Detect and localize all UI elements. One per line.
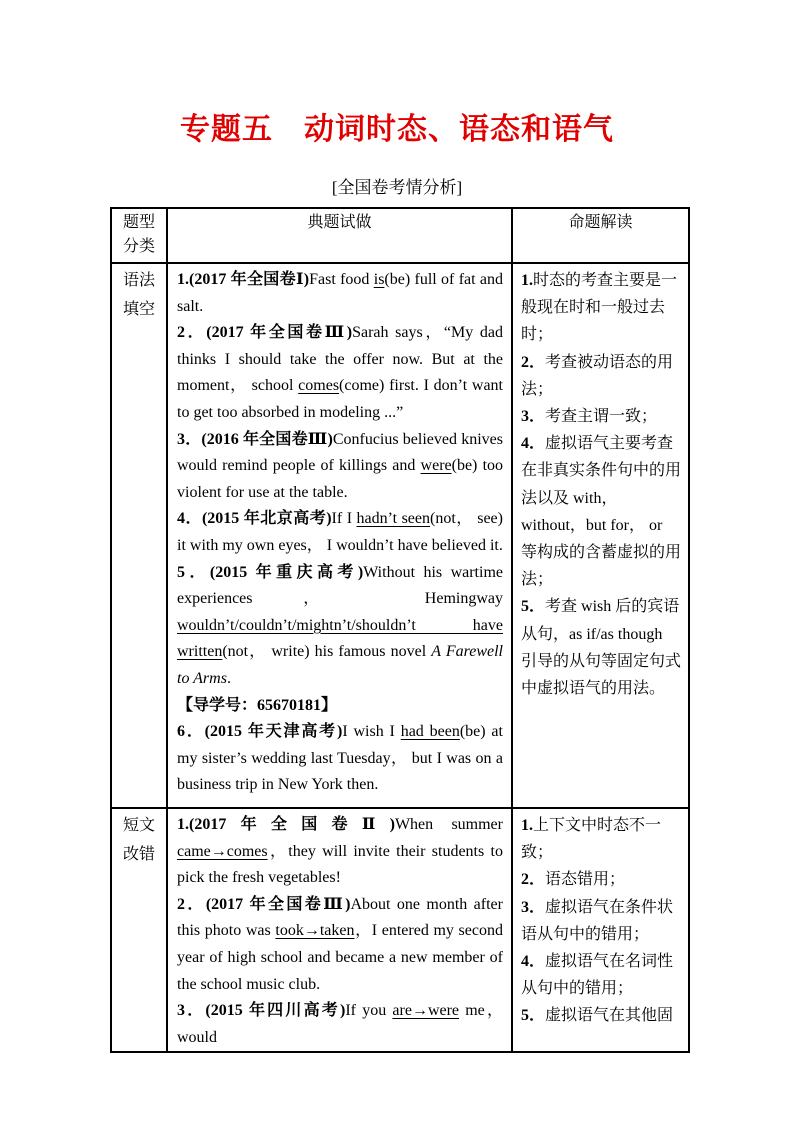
table-header-row — [111, 208, 689, 263]
text-segment: 1.(2017年全国卷Ⅱ) — [177, 816, 395, 833]
text-segment: If you — [345, 1002, 393, 1020]
text-paragraph — [177, 427, 503, 507]
text-segment: 虚拟语气在其他固 — [545, 1007, 674, 1025]
answer-underline: are→were — [392, 1002, 460, 1020]
text-paragraph — [177, 719, 503, 799]
table-row-error-correction — [111, 808, 689, 1052]
text-segment: Without his wartime experiences， Hemingway — [177, 563, 503, 608]
column-header-examples: 典题试做 — [167, 208, 512, 263]
answer-underline: is — [373, 271, 385, 288]
answer-underline: comes — [298, 377, 340, 395]
section-subtitle: [全国卷考情分析] — [331, 178, 463, 197]
text-paragraph — [521, 593, 681, 702]
table-row-grammar-fill — [111, 263, 689, 808]
text-paragraph — [177, 892, 503, 998]
answer-underline: wouldn’t/couldn’t/mightn’t/shouldn’t have written — [177, 616, 503, 661]
answer-underline: hadn’t seen — [356, 510, 430, 528]
text-segment: 时态的考查主要是一般现在时和一般过去时； — [521, 272, 678, 344]
text-segment: 4． — [521, 435, 546, 453]
text-segment: I wish I — [342, 723, 401, 741]
text-segment: 考查被动语态的用法； — [521, 353, 674, 398]
text-segment: Sarah says，“My dad thinks I should take the offer now. But at the moment， school — [177, 324, 503, 395]
text-segment: 虚拟语气在条件状语从句中的错用； — [521, 898, 674, 943]
text-segment: 3．(2016 年全国卷Ⅲ) — [177, 430, 333, 448]
page-title: 专题五 动词时态、语态和语气 — [180, 113, 614, 146]
text-segment: 3． — [521, 408, 546, 426]
text-segment: . — [226, 669, 231, 687]
text-segment: 【导学号：65670181】 — [177, 696, 338, 714]
text-paragraph — [521, 894, 681, 948]
category-cell-error-correction: 短文改错 — [111, 808, 167, 1052]
text-paragraph — [177, 812, 503, 892]
text-segment: ，I entered my second year of high school and became a new member of the school music club. — [177, 922, 503, 993]
examples-cell-error-correction — [167, 808, 512, 1052]
text-segment: 3．(2015 年四川高考) — [177, 1002, 346, 1020]
analysis-cell-error-correction — [512, 808, 689, 1052]
column-header-analysis: 命题解读 — [512, 208, 689, 263]
text-segment: ，they will invite their students to pick the fresh vegetables! — [177, 842, 503, 887]
text-segment: me，would — [177, 1002, 503, 1046]
text-paragraph — [521, 866, 681, 893]
text-paragraph — [177, 320, 503, 426]
text-paragraph — [177, 267, 503, 320]
answer-underline: had been — [400, 723, 460, 741]
text-paragraph — [521, 1002, 681, 1029]
column-header-category: 题型分类 — [111, 208, 167, 263]
text-segment: 考查主谓一致； — [545, 408, 658, 426]
text-segment: 1. — [521, 272, 533, 289]
answer-underline: took→taken — [275, 922, 355, 940]
text-segment: 2． — [521, 353, 546, 371]
category-cell-grammar-fill: 语法填空 — [111, 263, 167, 808]
answer-underline: came→comes — [177, 842, 268, 860]
text-paragraph — [521, 403, 681, 430]
text-segment: 5． — [521, 598, 546, 616]
text-paragraph — [521, 812, 681, 866]
text-segment: 4． — [521, 953, 546, 971]
text-segment: 2．(2017 年全国卷Ⅲ) — [177, 324, 353, 342]
exam-analysis-table — [110, 207, 690, 1053]
text-segment: (be) at my sister’s wedding last Tuesday， but I was on a business trip in New York then. — [177, 723, 503, 794]
text-paragraph — [177, 998, 503, 1051]
text-segment: 上下文中时态不一致； — [521, 817, 662, 862]
text-segment: 虚拟语气主要考查在非真实条件句中的用法以及 with，without，but for， or 等构成的含蓄虚拟的用法； — [521, 435, 682, 589]
text-segment: 虚拟语气在名词性从句中的错用； — [521, 953, 674, 998]
text-segment: Confucius believed knives would remind people of killings and — [177, 430, 503, 475]
text-segment: (not， see) it with my own eyes， I wouldn’t have believed it. — [177, 510, 503, 554]
text-paragraph — [521, 267, 681, 349]
text-segment: (be) too violent for use at the table. — [177, 457, 504, 501]
text-segment: 1. — [521, 817, 533, 834]
analysis-cell-grammar-fill — [512, 263, 689, 808]
text-segment: 2． — [521, 871, 546, 889]
examples-cell-grammar-fill — [167, 263, 512, 808]
text-segment: 考查 wish 后的宾语从句，as if/as though 引导的从句等固定句式中虚拟语气的用法。 — [521, 598, 682, 698]
answer-underline: were — [420, 457, 452, 475]
text-segment: (come) first. I don’t want to get too absorbed in modeling ...” — [177, 377, 503, 421]
text-segment: 1.(2017 年全国卷Ⅰ) — [177, 271, 310, 288]
text-segment: 3． — [521, 898, 546, 916]
text-segment: 5．(2015 年重庆高考) — [177, 563, 364, 581]
text-paragraph — [177, 693, 503, 720]
text-paragraph — [177, 560, 503, 693]
text-segment: 2．(2017 年全国卷Ⅲ) — [177, 895, 351, 913]
text-segment: A Farewell to Arms — [177, 643, 503, 687]
text-paragraph — [177, 506, 503, 559]
text-segment: 4．(2015 年北京高考) — [177, 510, 332, 528]
text-paragraph — [521, 349, 681, 403]
text-segment: Fast food — [309, 271, 374, 288]
text-segment: If I — [331, 510, 357, 528]
text-segment: About one month after this photo was — [177, 895, 503, 940]
text-segment: 语态错用； — [545, 871, 626, 889]
text-paragraph — [521, 948, 681, 1002]
text-segment: 6．(2015 年天津高考) — [177, 723, 343, 741]
text-segment: (not， write) his famous novel — [222, 643, 432, 661]
text-segment: 5． — [521, 1007, 546, 1025]
text-segment: When summer — [394, 816, 503, 833]
text-paragraph — [521, 430, 681, 593]
text-segment: (be) full of fat and salt. — [177, 271, 503, 315]
